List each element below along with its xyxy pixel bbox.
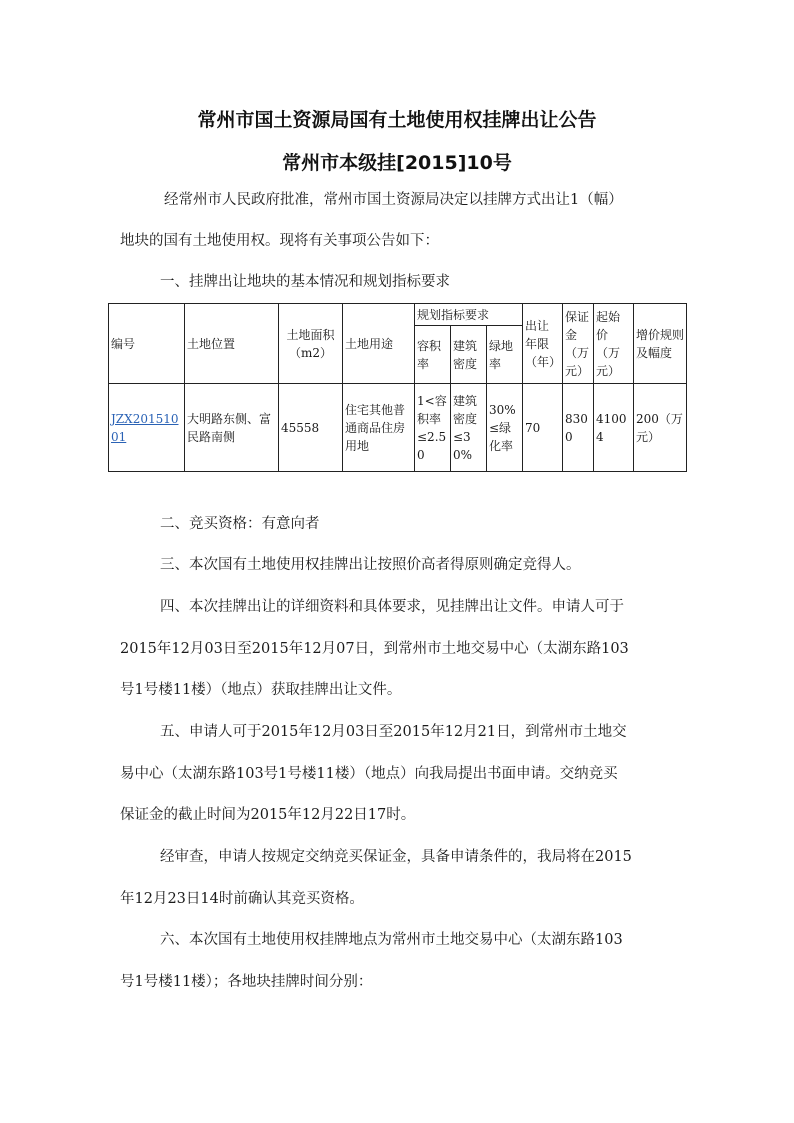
review-paragraph-cont: 年12月23日14时前确认其竞买资格。	[120, 891, 364, 907]
section-6: 六、本次国有土地使用权挂牌地点为常州市土地交易中心（太湖东路103	[160, 932, 623, 948]
cell-area: 45558	[279, 384, 343, 472]
cell-density: 建筑密度≤30%	[451, 384, 487, 472]
intro-paragraph: 经常州市人民政府批准，常州市国土资源局决定以挂牌方式出让1（幅）	[164, 192, 623, 208]
cell-start-price: 41004	[594, 384, 634, 472]
section-5-cont-2: 保证金的截止时间为2015年12月22日17时。	[120, 807, 416, 823]
header-plan: 规划指标要求	[415, 304, 523, 326]
cell-location: 大明路东侧、富民路南侧	[185, 384, 279, 472]
review-paragraph: 经审查，申请人按规定交纳竞买保证金，具备申请条件的，我局将在2015	[160, 849, 632, 865]
cell-use: 住宅其他普通商品住房用地	[343, 384, 415, 472]
document-title: 常州市国土资源局国有土地使用权挂牌出让公告	[197, 109, 597, 131]
section-3: 三、本次国有土地使用权挂牌出让按照价高者得原则确定竞得人。	[160, 557, 581, 573]
header-green: 绿地率	[487, 326, 523, 384]
section-4-cont-2: 号1号楼11楼）（地点）获取挂牌出让文件。	[120, 682, 402, 698]
header-code: 编号	[109, 304, 185, 384]
intro-paragraph-cont: 地块的国有土地使用权。现将有关事项公告如下：	[120, 233, 439, 249]
header-term: 出让年限（年）	[523, 304, 563, 384]
header-start-price: 起始价（万元）	[594, 304, 634, 384]
header-deposit: 保证金（万元）	[563, 304, 594, 384]
document-subtitle: 常州市本级挂[2015]10号	[282, 152, 512, 174]
section-4-cont-1: 2015年12月03日至2015年12月07日，到常州市土地交易中心（太湖东路103	[120, 641, 629, 657]
section-6-cont: 号1号楼11楼）；各地块挂牌时间分别：	[120, 974, 373, 990]
section-2: 二、竞买资格：有意向者	[160, 516, 320, 532]
table-row	[109, 384, 687, 472]
header-increment: 增价规则及幅度	[634, 304, 687, 384]
header-area: 土地面积（m2）	[279, 304, 343, 384]
section-5: 五、申请人可于2015年12月03日至2015年12月21日，到常州市土地交	[160, 724, 627, 740]
cell-deposit: 8300	[563, 384, 594, 472]
header-far: 容积率	[415, 326, 451, 384]
cell-term: 70	[523, 384, 563, 472]
cell-increment: 200（万元）	[634, 384, 687, 472]
land-table	[108, 303, 687, 472]
cell-green: 30%≤绿化率	[487, 384, 523, 472]
header-location: 土地位置	[185, 304, 279, 384]
header-density: 建筑密度	[451, 326, 487, 384]
header-use: 土地用途	[343, 304, 415, 384]
section-5-cont-1: 易中心（太湖东路103号1号楼11楼）（地点）向我局提出书面申请。交纳竞买	[120, 766, 618, 782]
section-1-heading: 一、挂牌出让地块的基本情况和规划指标要求	[160, 274, 450, 290]
section-4: 四、本次挂牌出让的详细资料和具体要求，见挂牌出让文件。申请人可于	[160, 599, 624, 615]
cell-code[interactable]	[109, 384, 185, 472]
parcel-code-link[interactable]: JZX20151001	[111, 411, 179, 444]
cell-far: 1<容积率≤2.50	[415, 384, 451, 472]
